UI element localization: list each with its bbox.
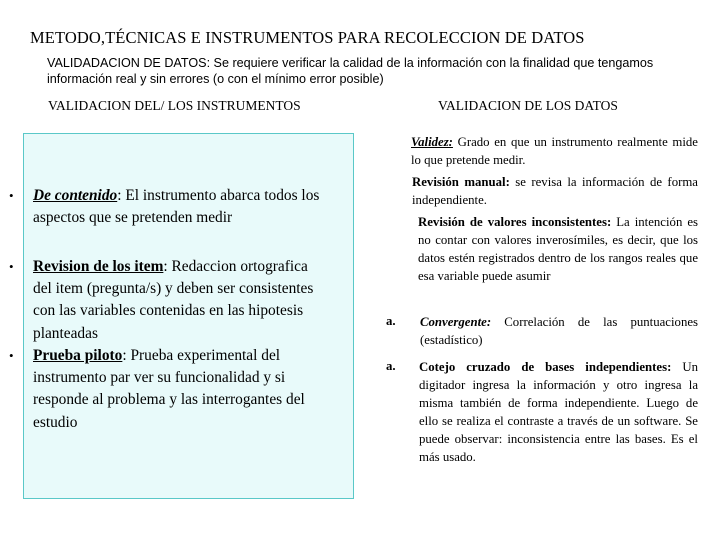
cotejo-paragraph [419,358,698,466]
bullet-icon: • [9,348,14,363]
manual-text: se revisa la información de forma independiente. [412,175,698,207]
validez-text: Grado en que un instrumento realmente mide lo que pretende medir. [411,135,698,167]
cotejo-text: Un digitador ingresa la información y otro ingresa la misma también de forma independiente. Luego de ello se realiza el contraste a través de un software. Se puede observar: inconsistencia entre las bases. Es el más usado. [419,360,698,464]
validez-paragraph [411,133,698,169]
intro-term: VALIDADACION DE DATOS [47,56,207,70]
page-title: METODO,TÉCNICAS E INSTRUMENTOS PARA RECOLECCION DE DATOS [30,28,585,47]
cotejo-term: Cotejo cruzado de bases independientes: [419,360,672,374]
intro-text: : Se requiere verificar la calidad de la información con la finalidad que tengamos información real y sin errores (o con el mínimo error posible) [47,56,654,86]
item-text: : Redaccion ortografica del item (pregunta/s) y deben ser consistentes con las variables contenidas en las hipotesis planteadas [33,258,314,342]
manual-term: Revisión manual: [412,175,510,189]
manual-paragraph [412,173,698,209]
list-item-revision [9,256,323,345]
item-text: : Prueba experimental del instrumento par ver su funcionalidad y si responde al problema y las interrogantes del estudio [33,347,305,431]
bullet-icon: • [9,188,14,203]
convergente-marker: a. [386,314,396,328]
list-item-prueba-piloto [9,345,323,434]
item-term: Prueba piloto [33,347,123,364]
convergente-term: Convergente: [420,315,492,329]
convergente-paragraph [420,313,698,349]
list-item-contenido [9,185,323,229]
intro-paragraph [47,55,707,87]
convergente-text: Correlación de las puntuaciones (estadístico) [420,315,698,347]
inconsistentes-term: Revisión de valores inconsistentes: [418,215,612,229]
inconsistentes-paragraph [418,213,698,285]
heading-data-validation: VALIDACION DE LOS DATOS [438,98,618,113]
item-term: Revision de los item [33,258,164,275]
item-text: : El instrumento abarca todos los aspectos que se pretenden medir [33,187,320,227]
inconsistentes-text: La intención es no contar con valores inverosímiles, es decir, que los datos estén registrados dentro de los rangos reales que esa variable puede asumir [418,215,698,283]
heading-instrument-validation: VALIDACION DEL/ LOS INSTRUMENTOS [48,98,301,113]
validez-term: Validez: [411,135,453,149]
item-term: De contenido [33,187,118,204]
bullet-icon: • [9,259,14,274]
cotejo-marker: a. [386,359,396,373]
